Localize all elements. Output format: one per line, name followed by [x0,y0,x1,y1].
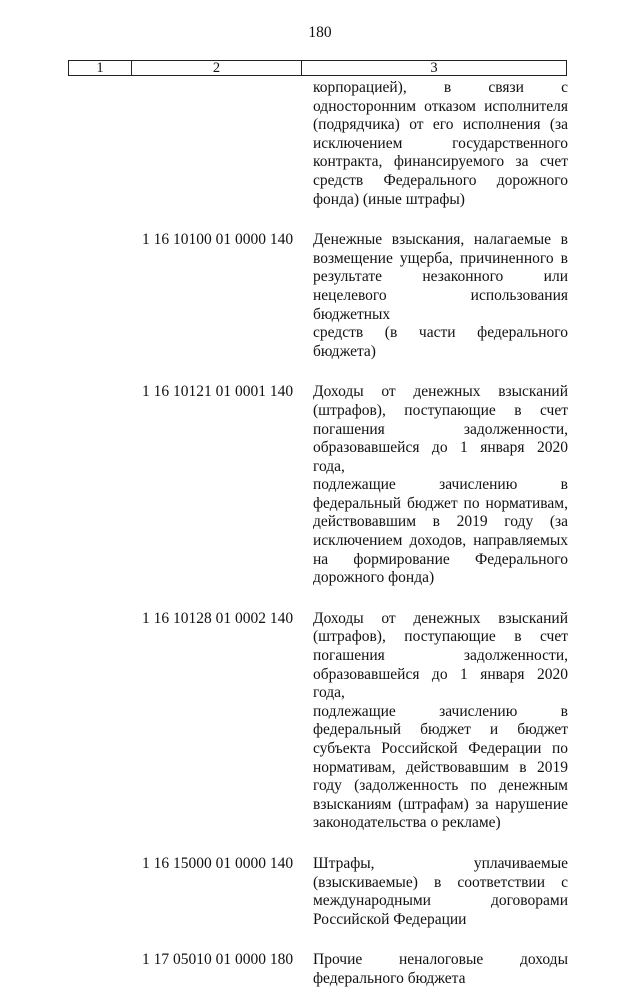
budget-code: 1 16 15000 01 0000 140 [142,854,294,872]
table-row [0,610,640,833]
budget-code: 1 16 10121 01 0001 140 [142,383,294,401]
description-line: бюджета) [313,342,376,360]
table-body [0,79,640,989]
description-line: подлежащие зачислению в [313,702,568,720]
description-line: контракта, финансируемого за счет [313,153,568,171]
budget-code: 1 17 05010 01 0000 180 [142,951,294,969]
table-row [0,231,640,361]
description-line: средств Федерального дорожного [313,171,568,189]
description-line: результате незаконного или [313,268,568,286]
description-line: Российской Федерации [313,910,467,928]
description-line: образовавшейся до 1 января 2020 года, [313,665,568,702]
description-line: подлежащие зачислению в [313,476,568,494]
description-line: Доходы от денежных взысканий [313,383,568,401]
description-line: (взыскиваемые) в соответствии с [313,873,568,891]
description-line: федеральный бюджет по нормативам, [313,494,568,512]
row-description [313,951,568,988]
description-line: образовавшейся до 1 января 2020 года, [313,439,568,475]
description-line: субъекта Российской Федерации по [313,740,568,757]
description-line: фонда) (иные штрафы) [313,190,465,208]
budget-code: 1 16 10128 01 0002 140 [142,609,294,627]
description-line: нецелевого использования бюджетных [313,286,568,323]
budget-code: 1 16 10100 01 0000 140 [142,231,294,249]
description-line: погашения задолженности, [313,647,568,665]
description-line: (подрядчика) от его исполнения (за [313,116,568,134]
description-line: исключением доходов, направляемых [313,532,568,550]
description-line: федерального бюджета [313,969,466,987]
description-line: Прочие неналоговые доходы [313,951,568,969]
column-header-1: 1 [96,60,104,76]
description-line: односторонним отказом исполнителя [313,97,568,115]
description-line: возмещение ущерба, причиненного в [313,249,568,267]
description-line: погашения задолженности, [313,420,568,438]
description-line: (штрафов), поступающие в счет [313,628,568,646]
description-line: году (задолженность по денежным [313,777,568,795]
description-line: международными договорами [313,892,568,910]
column-header-3: 3 [301,61,566,75]
description-line: на формирование Федерального [313,550,568,568]
table-row [0,951,640,988]
row-description [313,855,568,929]
description-line: Штрафы, уплачиваемые [313,854,568,872]
table-row [0,855,640,929]
description-line: корпорацией), в связи с [313,79,568,96]
page-number: 180 [308,24,332,41]
description-line: исключением государственного [313,134,568,152]
table-row [0,383,640,588]
row-description [313,231,568,361]
description-line: нормативам, действовавшим в 2019 [313,758,568,776]
description-line: действовавшим в 2019 году (за [313,513,568,531]
description-line: взысканиям (штрафам) за нарушение [313,795,568,813]
description-line: Денежные взыскания, налагаемые в [313,231,568,249]
column-header-row [68,60,567,76]
row-description [313,383,568,588]
description-line: федеральный бюджет и бюджет [313,721,568,739]
row-description [313,79,568,209]
description-line: (штрафов), поступающие в счет [313,401,568,419]
column-header-2: 2 [131,61,301,75]
description-line: законодательства о рекламе) [313,814,501,832]
description-line: Доходы от денежных взысканий [313,609,568,627]
table-row [0,79,640,209]
row-description [313,610,568,833]
description-line: дорожного фонда) [313,569,435,587]
description-line: средств (в части федерального [313,324,568,342]
